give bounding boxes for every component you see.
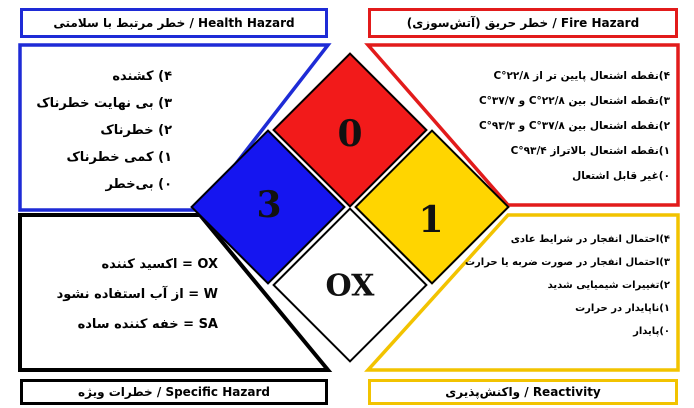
- fire-level-2: ۲)نقطه اشتعال بین ۳۷/۸°C و ۹۳/۳°C: [478, 120, 670, 132]
- specific-item-sa: SA = خفه کننده ساده: [77, 317, 218, 332]
- fire-rating: 0: [337, 113, 363, 155]
- specific-item-ox: OX = اکسید کننده: [101, 257, 218, 272]
- reactivity-level-0: ۰)پایدار: [633, 326, 670, 337]
- reactivity-level-2: ۲)تغییرات شیمیایی شدید: [547, 280, 670, 291]
- health-level-3: ۳) بی نهایت خطرناک: [36, 96, 172, 111]
- health-level-0: ۰) بی‌خطر: [105, 177, 172, 192]
- health-levels-list: [32, 63, 172, 198]
- specific-hazard-title: خطرات ویژه / Specific Hazard: [20, 379, 328, 405]
- reactivity-level-1: ۱)ناپایدار در حرارت: [575, 303, 670, 314]
- reactivity-level-4: ۴)احتمال انفجار در شرایط عادی: [510, 234, 670, 245]
- health-level-1: ۱) کمی خطرناک: [66, 150, 172, 165]
- health-level-4: ۴) کشنده: [112, 69, 172, 84]
- fire-level-1: ۱)نقطه اشتعال بالاتراز ۹۳/۴°C: [510, 145, 670, 157]
- health-level-2: ۲) خطرناک: [100, 123, 172, 138]
- reactivity-title: واکنش‌پذیری / Reactivity: [368, 379, 678, 405]
- specific-hazard-list: [38, 250, 218, 340]
- fire-level-3: ۳)نقطه اشتعال بین ۲۲/۸°C و ۳۷/۷°C: [478, 95, 670, 107]
- fire-hazard-title: خطر حریق (آتش‌سوزی) / Fire Hazard: [368, 8, 678, 38]
- reactivity-rating: 1: [418, 199, 444, 241]
- health-rating: 3: [256, 184, 282, 226]
- reactivity-level-3: ۳)احتمال انفجار در صورت ضربه یا حرارت: [464, 257, 670, 268]
- specific-rating: OX: [325, 268, 375, 304]
- specific-item-w: W = از آب استفاده نشود: [56, 287, 218, 302]
- fire-level-0: ۰)غیر قابل اشتعال: [572, 170, 670, 182]
- fire-level-4: ۴)نقطه اشتعال پایین تر از ۲۲/۸°C: [493, 70, 670, 82]
- health-hazard-title: خطر مرتبط با سلامتی / Health Hazard: [20, 8, 328, 38]
